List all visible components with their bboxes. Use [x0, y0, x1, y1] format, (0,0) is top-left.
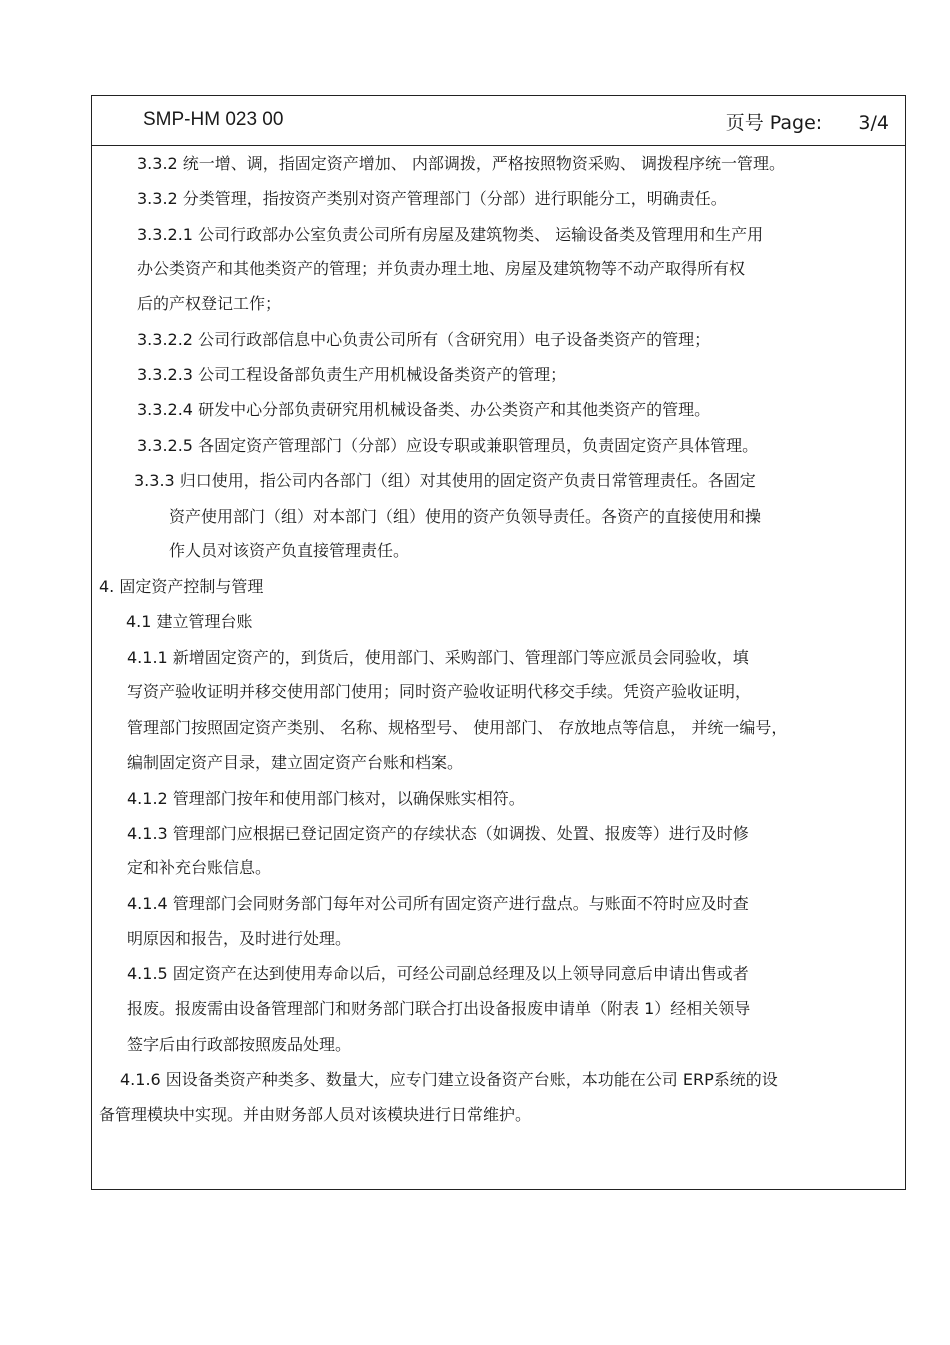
- text-line: 4.1.3 管理部门应根据已登记固定资产的存续状态（如调拨、处置、报废等）进行及时修: [127, 824, 749, 843]
- text-line: 编制固定资产目录，建立固定资产台账和档案。: [127, 753, 464, 772]
- text-line: 办公类资产和其他类资产的管理；并负责办理土地、房屋及建筑物等不动产取得所有权: [137, 259, 746, 278]
- text-line: 资产使用部门（组）对本部门（组）使用的资产负领导责任。各资产的直接使用和操: [169, 507, 762, 526]
- text-line: 4.1.6 因设备类资产种类多、数量大，应专门建立设备资产台账，本功能在公司 ERP系统的设: [120, 1070, 778, 1089]
- text-line: 写资产验收证明并移交使用部门使用；同时资产验收证明代移交手续。凭资产验收证明，: [127, 682, 752, 701]
- text-line: 3.3.2.5 各固定资产管理部门（分部）应设专职或兼职管理员，负责固定资产具体管理。: [137, 436, 759, 455]
- document-code: SMP-HM 023 00: [143, 109, 284, 130]
- text-line: 4.1.5 固定资产在达到使用寿命以后，可经公司副总经理及以上领导同意后申请出售或者: [127, 964, 749, 983]
- text-line: 作人员对该资产负直接管理责任。: [169, 541, 410, 560]
- subsection-heading: 4.1 建立管理台账: [126, 612, 253, 631]
- text-line: 3.3.2.3 公司工程设备部负责生产用机械设备类资产的管理；: [137, 365, 567, 384]
- text-line: 4.1.2 管理部门按年和使用部门核对，以确保账实相符。: [127, 789, 525, 808]
- page-number: 3/4: [858, 112, 889, 134]
- page-label: 页号 Page:: [725, 112, 823, 134]
- document-header: [92, 96, 905, 146]
- text-line: 备管理模块中实现。并由财务部人员对该模块进行日常维护。: [99, 1105, 532, 1124]
- text-line: 3.3.2 统一增、调，指固定资产增加、 内部调拨，严格按照物资采购、 调拨程序统一管理。: [137, 154, 785, 173]
- text-line: 后的产权登记工作；: [137, 294, 282, 313]
- text-line: 3.3.3 归口使用，指公司内各部门（组）对其使用的固定资产负责日常管理责任。各固定: [134, 471, 756, 490]
- text-line: 报废。报废需由设备管理部门和财务部门联合打出设备报废申请单（附表 1）经相关领导: [127, 999, 751, 1018]
- text-line: 管理部门按照固定资产类别、 名称、规格型号、 使用部门、 存放地点等信息， 并统一编号，: [127, 718, 788, 737]
- text-line: 3.3.2.2 公司行政部信息中心负责公司所有（含研究用）电子设备类资产的管理；: [137, 330, 711, 349]
- text-line: 4.1.4 管理部门会同财务部门每年对公司所有固定资产进行盘点。与账面不符时应及时查: [127, 894, 749, 913]
- text-line: 3.3.2 分类管理，指按资产类别对资产管理部门（分部）进行职能分工，明确责任。: [137, 189, 727, 208]
- text-line: 3.3.2.4 研发中心分部负责研究用机械设备类、办公类资产和其他类资产的管理。: [137, 400, 711, 419]
- text-line: 签字后由行政部按照废品处理。: [127, 1035, 352, 1054]
- page-indicator: [726, 108, 889, 135]
- section-heading: 4. 固定资产控制与管理: [99, 577, 264, 596]
- text-line: 4.1.1 新增固定资产的，到货后，使用部门、采购部门、管理部门等应派员会同验收，填: [127, 648, 749, 667]
- text-line: 明原因和报告，及时进行处理。: [127, 929, 352, 948]
- text-line: 定和补充台账信息。: [127, 858, 272, 877]
- text-line: 3.3.2.1 公司行政部办公室负责公司所有房屋及建筑物类、 运输设备类及管理用和生产用: [137, 225, 764, 244]
